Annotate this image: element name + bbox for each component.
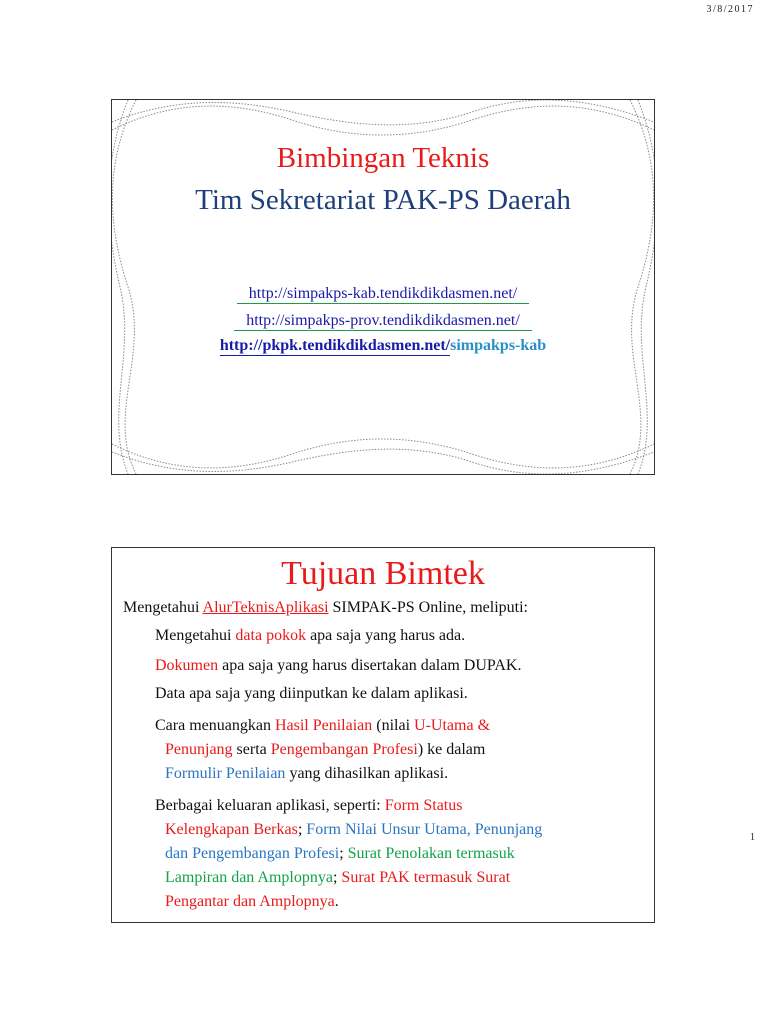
slide-heading: Tujuan Bimtek (281, 555, 485, 592)
print-date: 3/8/2017 (706, 4, 754, 15)
list-item: Dokumen apa saja yang harus disertakan dalam DUPAK. (155, 657, 522, 674)
link-pkpk[interactable]: http://pkpk.tendikdikdasmen.net/simpakps-kab (219, 337, 547, 354)
intro-text: Mengetahui AlurTeknisAplikasi SIMPAK-PS Online, meliputi: (123, 599, 528, 616)
list-item: Cara menuangkan Hasil Penilaian (nilai U-Utama & Penunjang serta Pengembangan Profesi) ke dalam Formulir Penilaian yang dihasilkan aplikasi. (155, 717, 491, 782)
list-item: Berbagai keluaran aplikasi, seperti: Form Status Kelengkapan Berkas; Form Nilai Unsur Utama, Penunjang dan Pengembangan Profesi; Surat Penolakan termasuk Lampiran dan Amplopnya; Surat PAK termasuk Surat Pengantar dan Amplopnya. (155, 797, 543, 910)
link-simpakps-prov[interactable]: http://simpakps-prov.tendikdikdasmen.net/ (112, 311, 654, 331)
slide-title-line2: Tim Sekretariat PAK-PS Daerah (195, 184, 571, 216)
slide-title-line1: Bimbingan Teknis (276, 142, 490, 174)
page-number: 1 (750, 832, 755, 843)
slide-title (111, 99, 655, 475)
list-item: Mengetahui data pokok apa saja yang harus ada. (155, 627, 466, 644)
alur-link[interactable]: AlurTeknisAplikasi (202, 599, 329, 616)
slide-objectives (111, 547, 655, 923)
list-item: Data apa saja yang diinputkan ke dalam aplikasi. (155, 685, 468, 702)
link-simpakps-kab[interactable]: http://simpakps-kab.tendikdikdasmen.net/ (112, 284, 654, 304)
